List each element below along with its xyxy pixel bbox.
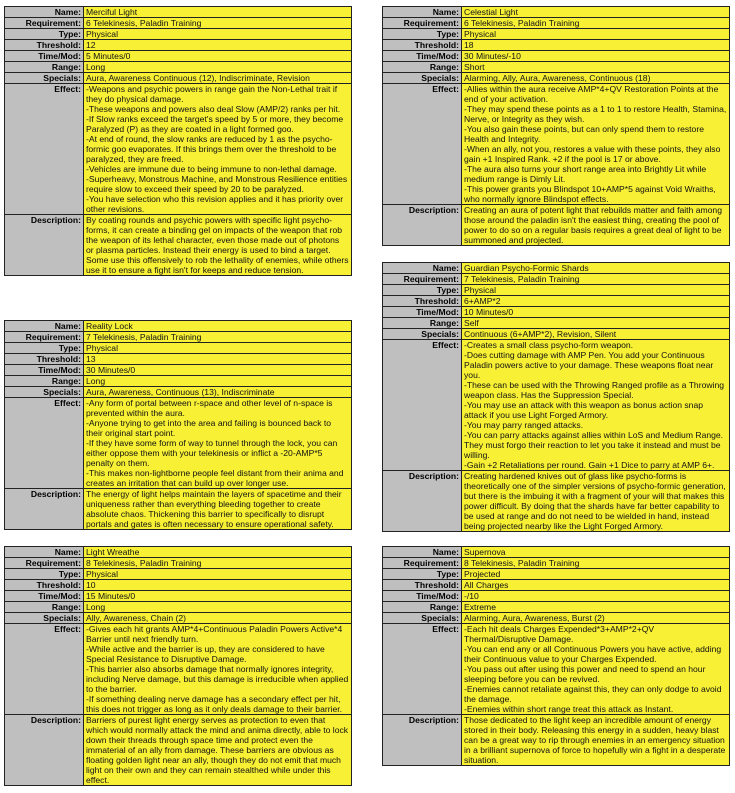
power-card-supernova [382,546,730,766]
requirement-value: 8 Telekinesis, Paladin Training [84,558,352,569]
requirement-value: 6 Telekinesis, Paladin Training [84,18,352,29]
description-label: Description: [383,471,462,532]
type-label: Type: [383,29,462,40]
power-card-guardian-shards [382,262,730,532]
timemod-label: Time/Mod: [5,51,84,62]
name-value: Reality Lock [84,321,352,332]
effect-line: -Any form of portal between r-space and other level of n-space is prevented within the aura. [86,398,333,418]
effect-line: -This barrier also absorbs damage that normally ignores integrity, including Nerve damage, but this damage is irreducible when applied to the barrier. [86,664,349,694]
effect-line: -While active and the barrier is up, they are considered to have Special Resistance to Disruptive Damage. [86,644,325,664]
effect-line: -You can parry attacks against allies within LoS and Medium Range. They must forgo their reaction to let you take it instead and must be willing. [464,430,724,460]
threshold-value: 12 [84,40,352,51]
effect-line: -Gives each hit grants AMP*4+Continuous Paladin Powers Active*4 Barrier until next friendly turn. [86,624,343,644]
range-value: Long [84,62,352,73]
range-label: Range: [5,602,84,613]
requirement-label: Requirement: [383,18,462,29]
name-value: Celestial Light [462,7,730,18]
requirement-label: Requirement: [5,18,84,29]
effect-value [84,624,352,715]
range-value: Extreme [462,602,730,613]
range-label: Range: [383,62,462,73]
effect-label: Effect: [5,624,84,715]
effect-line: -You may use an attack with this weapon as bonus action snap attack if you use Light Forged Armory. [464,400,704,420]
specials-label: Specials: [383,613,462,624]
description-value: The energy of light helps maintain the layers of spacetime and their uniqueness rather than everything bleeding together to create absolute chaos. Thickening this barrier to specifically to disrupt portals and gates is often necessary to ensure operational safety. [84,489,352,530]
effect-line: -At end of round, the slow ranks are reduced by 1 as the psycho-formic goo evaporates. If this brings them over the threshold to be paralyzed, they are freed. [86,134,337,164]
effect-value [462,624,730,715]
description-label: Description: [5,489,84,530]
threshold-label: Threshold: [383,580,462,591]
name-label: Name: [383,263,462,274]
requirement-label: Requirement: [383,558,462,569]
timemod-label: Time/Mod: [383,591,462,602]
threshold-value: 18 [462,40,730,51]
power-card-celestial-light [382,6,730,246]
name-label: Name: [5,547,84,558]
type-value: Physical [84,343,352,354]
effect-label: Effect: [383,624,462,715]
timemod-value: 10 Minutes/0 [462,307,730,318]
threshold-value: 13 [84,354,352,365]
range-label: Range: [383,602,462,613]
name-value: Merciful Light [84,7,352,18]
effect-line: -You may parry ranged attacks. [464,420,584,430]
effect-value [462,340,730,471]
effect-line: -Vehicles are immune due to being immune to non-lethal damage. [86,164,337,174]
specials-label: Specials: [5,613,84,624]
timemod-label: Time/Mod: [383,307,462,318]
specials-value: Ally, Awareness, Chain (2) [84,613,352,624]
power-card-merciful-light [4,6,352,276]
specials-label: Specials: [383,329,462,340]
threshold-label: Threshold: [5,580,84,591]
description-value: Those dedicated to the light keep an incredible amount of energy stored in their body. Releasing this energy in a sudden, heavy blast can be a great way to rip through enemies in an emergency situation in a brilliant supernova of force to hopefully win a fight in a desperate situation. [462,715,730,766]
type-label: Type: [383,569,462,580]
effect-line: -This power grants you Blindspot 10+AMP*5 against Void Wraiths, who normally ignore Blindspot effects. [464,184,716,204]
effect-label: Effect: [5,84,84,215]
threshold-label: Threshold: [383,296,462,307]
timemod-label: Time/Mod: [383,51,462,62]
effect-label: Effect: [5,398,84,489]
requirement-label: Requirement: [5,558,84,569]
effect-line: -Allies within the aura receive AMP*4+QV Restoration Points at the end of your activation. [464,84,719,104]
description-label: Description: [5,215,84,276]
name-value: Light Wreathe [84,547,352,558]
timemod-label: Time/Mod: [5,365,84,376]
effect-line: -They may spend these points as a 1 to 1 to restore Health, Stamina, Nerve, or Integrity as they wish. [464,104,727,124]
effect-line: -When an ally, not you, restores a value with these points, they also gain +1 Inspired Rank. +2 if the pool is 17 or above. [464,144,721,164]
effect-value [462,84,730,205]
description-label: Description: [383,715,462,766]
type-value: Physical [84,29,352,40]
threshold-value: 10 [84,580,352,591]
effect-line: -If something dealing nerve damage has a secondary effect per hit, this does not trigger as long as it only deals damage to their barrier. [86,694,343,714]
effect-label: Effect: [383,84,462,205]
threshold-label: Threshold: [5,40,84,51]
effect-value [84,84,352,215]
type-label: Type: [383,285,462,296]
timemod-value: 30 Minutes/0 [84,365,352,376]
range-value: Long [84,376,352,387]
type-label: Type: [5,569,84,580]
type-value: Physical [462,285,730,296]
description-value: By coating rounds and psychic powers with specific light psycho-forms, it can create a binding gel on impacts of the weapon that rob the weapon of its lethal character, even those made out of photons or plasma particles. Instead their energy is used to bind a target. Some use this offensively to rob the lethality of enemies, while others use it to ensure a fight isn't for keeps and reduce tension. [84,215,352,276]
effect-line: -Does cutting damage with AMP Pen. You add your Continuous Paladin powers active to your damage. These weapons float near you. [464,350,714,380]
type-value: Projected [462,569,730,580]
specials-value: Aura, Awareness Continuous (12), Indiscriminate, Revision [84,73,352,84]
range-label: Range: [383,318,462,329]
specials-value: Aura, Awareness, Continuous (13), Indiscriminate [84,387,352,398]
specials-label: Specials: [5,387,84,398]
range-label: Range: [5,376,84,387]
effect-line: -These weapons and powers also deal Slow (AMP/2) ranks per hit. [86,104,341,114]
effect-line: -You also gain these points, but can only spend them to restore Health and Integrity. [464,124,704,144]
description-label: Description: [5,715,84,786]
effect-line: -Superheavy, Monstrous Machine, and Monstrous Resilience entities require slow to exceed their speed by 20 to be paralyzed. [86,174,348,194]
threshold-value: 6+AMP*2 [462,296,730,307]
type-value: Physical [462,29,730,40]
specials-value: Alarming, Ally, Aura, Awareness, Continuous (18) [462,73,730,84]
threshold-label: Threshold: [5,354,84,365]
name-label: Name: [383,7,462,18]
type-label: Type: [5,29,84,40]
requirement-label: Requirement: [5,332,84,343]
description-value: Creating hardened knives out of glass like psycho-forms is theoretically one of the simpler versions of psycho-formic generation, but there is the imbuing it with a fragment of your will that makes this power difficult. By doing that the shards have far better capability to be used at range and do not need to be wielded in hand, instead being projected nearby like the Light Forged Armory. [462,471,730,532]
power-card-light-wreathe [4,546,352,786]
name-label: Name: [5,7,84,18]
specials-label: Specials: [5,73,84,84]
timemod-value: 30 Minutes/-10 [462,51,730,62]
effect-label: Effect: [383,340,462,471]
effect-line: -If Slow ranks exceed the target's speed by 5 or more, they become Paralyzed (P) as they are coated in a light formed goo. [86,114,344,134]
description-value: Creating an aura of potent light that rebuilds matter and faith among those around the paladin isn't the easiest thing, creating the pool of power to do so on a regular basis requires a great deal of light to be summoned and projected. [462,205,730,246]
name-value: Guardian Psycho-Formic Shards [462,263,730,274]
requirement-value: 8 Telekinesis, Paladin Training [462,558,730,569]
power-card-reality-lock [4,320,352,530]
name-label: Name: [383,547,462,558]
effect-line: -Enemies within short range treat this attack as Instant. [464,704,674,714]
effect-line: -Enemies cannot retaliate against this, they can only dodge to avoid the damage. [464,684,722,704]
specials-value: Continuous (6+AMP*2), Revision, Silent [462,329,730,340]
specials-label: Specials: [383,73,462,84]
range-label: Range: [5,62,84,73]
requirement-value: 7 Telekinesis, Paladin Training [462,274,730,285]
threshold-value: All Charges [462,580,730,591]
effect-line: -Creates a small class psycho-form weapon. [464,340,634,350]
effect-line: -You pass out after using this power and need to spend an hour sleeping before you can be revived. [464,664,706,684]
threshold-label: Threshold: [383,40,462,51]
name-label: Name: [5,321,84,332]
description-value: Barriers of purest light energy serves as protection to even that which would normally attack the mind and anima directly, able to lock down their threads through space time and protect even the immaterial of an ally from damage. These barriers are obvious as floating golden light near an ally, though they do not emit that much light on their own and they can remain stealthed while under this effect. [84,715,352,786]
effect-line: -These can be used with the Throwing Ranged profile as a Throwing weapon class. Has the Suppression Special. [464,380,725,400]
effect-line: -The aura also turns your short range area into Brightly Lit while medium range is Dimly Lit. [464,164,707,184]
requirement-value: 6 Telekinesis, Paladin Training [462,18,730,29]
range-value: Self [462,318,730,329]
range-value: Short [462,62,730,73]
range-value: Long [84,602,352,613]
name-value: Supernova [462,547,730,558]
effect-line: -You can end any or all Continuous Powers you have active, adding their Continuous value to your Charges Expended. [464,644,722,664]
timemod-value: 15 Minutes/0 [84,591,352,602]
effect-line: -Weapons and psychic powers in range gain the Non-Lethal trait if they do physical damage. [86,84,338,104]
requirement-value: 7 Telekinesis, Paladin Training [84,332,352,343]
effect-value [84,398,352,489]
effect-line: -Anyone trying to get into the area and failing is bounced back to their original start point. [86,418,332,438]
timemod-value: 5 Minutes/0 [84,51,352,62]
effect-line: -Gain +2 Retaliations per round. Gain +1 Dice to parry at AMP 6+. [464,460,715,470]
type-value: Physical [84,569,352,580]
timemod-label: Time/Mod: [5,591,84,602]
timemod-value: -/10 [462,591,730,602]
effect-line: -This makes non-lightborne people feel distant from their anima and creates an irritation that can build up over longer use. [86,468,344,488]
effect-line: -Each hit deals Charges Expended*3+AMP*2+QV Thermal/Disruptive Damage. [464,624,655,644]
requirement-label: Requirement: [383,274,462,285]
effect-line: -If they have some form of way to tunnel through the lock, you can either oppose them with your telekinesis or inflict a -20-AMP*5 penalty on them. [86,438,338,468]
effect-line: -You have selection who this revision applies and it has priority over other revisions. [86,194,344,214]
description-label: Description: [383,205,462,246]
specials-value: Alarming, Aura, Awareness, Burst (2) [462,613,730,624]
type-label: Type: [5,343,84,354]
